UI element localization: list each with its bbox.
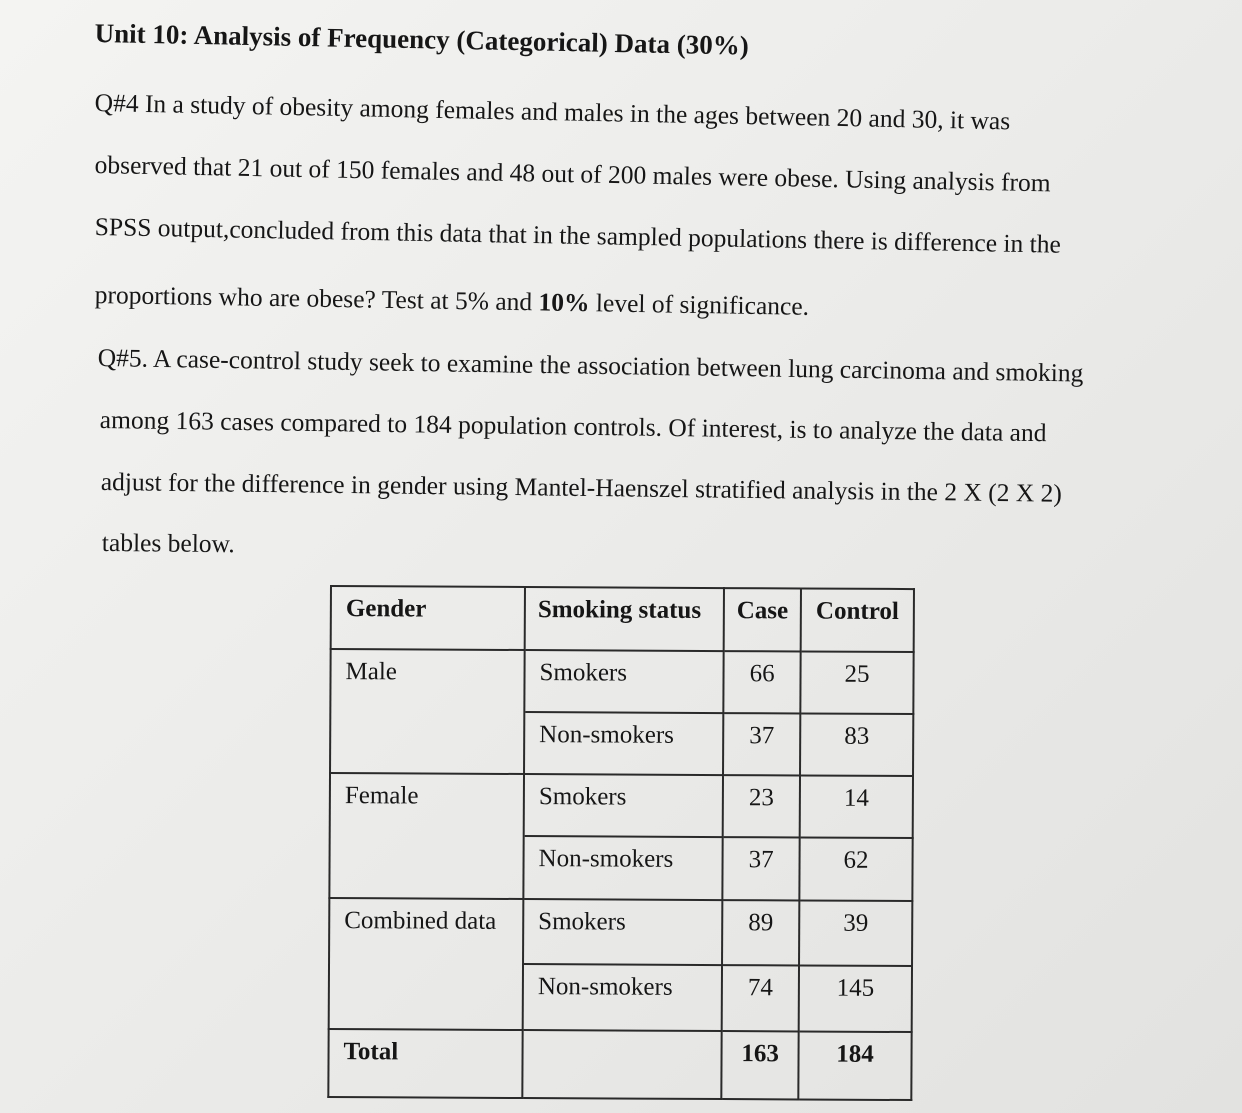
control-cell: 83	[800, 713, 913, 776]
table-row	[329, 963, 912, 1032]
table-total-row	[328, 1029, 911, 1100]
control-cell: 14	[800, 775, 913, 838]
group-cell	[330, 711, 524, 774]
case-cell: 37	[722, 837, 799, 900]
q4-line-1: Q#4 In a study of obesity among females and males in the ages between 20 and 30, it was	[94, 88, 1011, 136]
status-cell: Non-smokers	[524, 712, 723, 775]
q4-line-4-a: proportions who are obese? Test at 5% and	[94, 280, 539, 317]
q5-line-1: Q#5. A case-control study seek to examine the association between lung carcinoma and smoking	[97, 343, 1084, 388]
header-case: Case	[724, 588, 801, 651]
table-row	[330, 773, 913, 838]
total-label: Total	[328, 1029, 522, 1098]
control-cell: 62	[799, 837, 912, 901]
group-cell: Combined data	[329, 898, 523, 964]
status-cell: Non-smokers	[523, 964, 722, 1031]
group-cell	[329, 835, 523, 899]
status-cell: Smokers	[524, 774, 723, 837]
stratified-table	[327, 585, 915, 1101]
q5-line-3: adjust for the difference in gender using Mantel-Haenszel stratified analysis in the 2 X (2 X 2)	[100, 467, 1063, 508]
table-row	[329, 898, 912, 966]
control-cell: 39	[799, 900, 912, 966]
control-cell: 145	[799, 965, 912, 1032]
q4-line-4-c: level of significance.	[589, 288, 810, 321]
case-cell: 37	[723, 713, 800, 775]
status-cell: Smokers	[524, 650, 723, 713]
q5-line-4: tables below.	[101, 528, 235, 559]
q4-line-2: observed that 21 out of 150 females and 48 out of 200 males were obese. Using analysis from	[94, 150, 1051, 198]
case-cell: 74	[722, 965, 799, 1031]
status-cell: Smokers	[523, 899, 722, 965]
table-row	[330, 649, 913, 714]
header-control: Control	[801, 588, 914, 652]
q4-line-4-bold: 10%	[538, 287, 590, 318]
header-smoking-status: Smoking status	[525, 587, 724, 651]
header-gender: Gender	[331, 586, 525, 650]
total-status-cell	[522, 1030, 721, 1099]
group-cell	[329, 963, 523, 1030]
status-cell: Non-smokers	[523, 836, 722, 900]
group-cell: Female	[330, 773, 524, 836]
case-cell: 23	[723, 775, 800, 837]
q4-line-3: SPSS output,concluded from this data that in the sampled populations there is difference in the	[94, 212, 1062, 259]
group-cell: Male	[330, 649, 524, 712]
table-header-row	[331, 586, 914, 652]
unit-heading: Unit 10: Analysis of Frequency (Categorical) Data (30%)	[94, 18, 750, 61]
control-cell: 25	[800, 651, 913, 714]
table-row	[330, 711, 913, 776]
case-cell: 89	[722, 900, 799, 965]
q5-line-2: among 163 cases compared to 184 population controls. Of interest, is to analyze the data and	[99, 405, 1047, 448]
case-cell: 66	[723, 651, 800, 713]
total-case: 163	[721, 1031, 798, 1099]
total-control: 184	[798, 1031, 911, 1100]
table-row	[329, 835, 912, 901]
q4-line-4	[95, 280, 810, 322]
